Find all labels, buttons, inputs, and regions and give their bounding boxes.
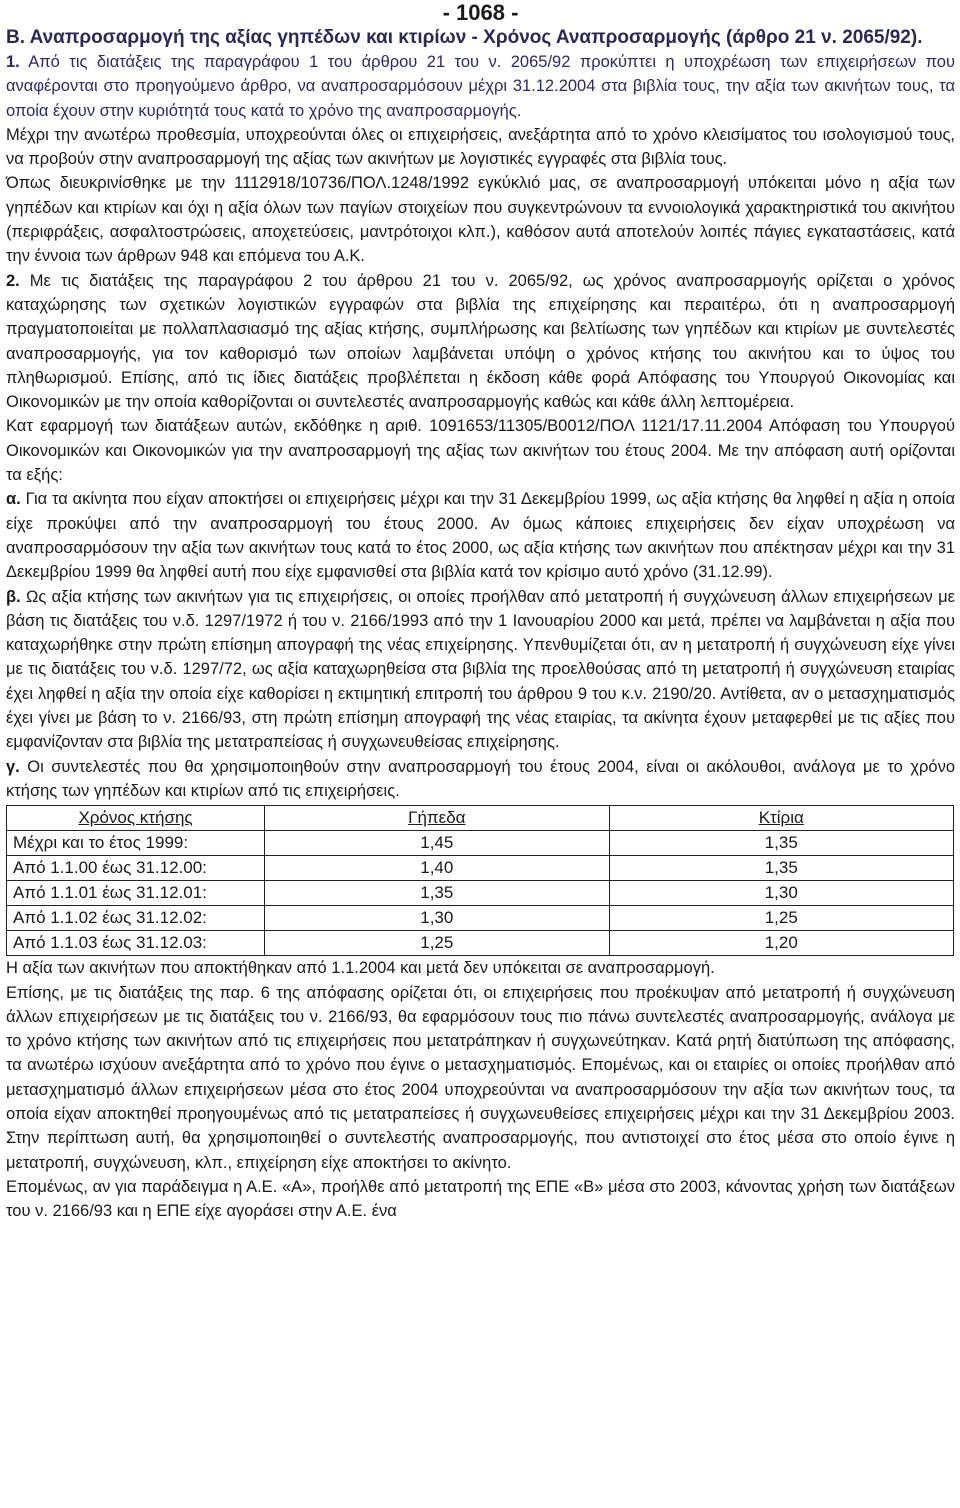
paragraph-alpha: [6, 487, 955, 584]
cell-building-rate: 1,20: [609, 931, 953, 956]
section-heading: Β. Αναπροσαρμογή της αξίας γηπέδων και κτιρίων - Χρόνος Αναπροσαρμογής (άρθρο 21 ν. 2065/92).: [6, 27, 923, 48]
cell-building-rate: 1,30: [609, 881, 953, 906]
table-row: [7, 831, 954, 856]
cell-period: Μέχρι και το έτος 1999:: [7, 831, 265, 856]
paragraph-number: 1.: [6, 53, 20, 71]
paragraph-4: [6, 269, 955, 415]
table-row: [7, 906, 954, 931]
cell-period: Από 1.1.01 έως 31.12.01:: [7, 881, 265, 906]
paragraph-beta: [6, 585, 955, 755]
cell-land-rate: 1,25: [265, 931, 609, 956]
cell-land-rate: 1,35: [265, 881, 609, 906]
cell-land-rate: 1,30: [265, 906, 609, 931]
table-row: [7, 931, 954, 956]
cell-period: Από 1.1.03 έως 31.12.03:: [7, 931, 265, 956]
cell-building-rate: 1,35: [609, 856, 953, 881]
paragraph-10: Επίσης, με τις διατάξεις της παρ. 6 της απόφασης ορίζεται ότι, οι επιχειρήσεις που προέκυψαν από μετατροπή ή συγχώνευση άλλων επιχειρήσεων με τις διατάξεις του ν. 2166/93, θα εφαρμόσουν τους πιο πάνω συντελεστές αναπροσαρμογής, ανάλογα με το χρόνο κτήσης των ακινήτων από τις επιχειρήσεις που μετατράπηκαν ή συγχωνεύτηκαν. Κατά ρητή διατύπωση της απόφασης, τα ανωτέρω ισχύουν ανεξάρτητα από το χρόνο που έγινε ο μετασχηματισμός. Επομένως, και οι εταιρίες οι οποίες προήλθαν από μετασχηματισμό άλλων επιχειρήσεων μέσα στο έτος 2004 υποχρεούνται να αναπροσαρμόσουν την αξία των ακινήτων τους, τα οποία είχαν αποκτηθεί προηγουμένως από τις μετατραπείσες ή συγχωνευθείσες επιχειρήσεις μέχρι και την 31 Δεκεμβρίου 2003. Στην περίπτωση αυτή, θα χρησιμοποιηθεί ο συντελεστής αναπροσαρμογής, που αντιστοιχεί στο έτος μέσα στο οποίο έγινε η μετατροπή, συγχώνευση, κλπ., επιχείρηση είχε αποκτήσει το ακίνητο.: [6, 983, 955, 1172]
paragraph-text: Από τις διατάξεις της παραγράφου 1 του άρθρου 21 του ν. 2065/92 προκύπτει η υποχρέωση των επιχειρήσεων που αναφέρονται στο προηγούμενο άρθρο, να αναπροσαρμόσουν μέχρι 31.12.2004 στα βιβλία τους, την αξία των ακινήτων τους, τα οποία έχουν στην κυριότητά τους κατά το χρόνο της αναπροσαρμογής.: [6, 53, 955, 120]
header-acquisition-time: Χρόνος κτήσης: [7, 806, 265, 831]
paragraph-3: Όπως διευκρινίσθηκε με την 1112918/10736/ΠΟΛ.1248/1992 εγκύκλιό μας, σε αναπροσαρμογή υπόκειται μόνο η αξία των γηπέδων και κτιρίων και όχι η αξία όλων των παγίων στοιχείων που συγκεντρώνουν τα εννοιολογικά χαρακτηριστικά του ακινήτου (περιφράξεις, ασφαλτοστρώσεις, αποχετεύσεις, μαντρότοιχοι κλπ.), καθόσον αυτά αποτελούν λοιπές πάγιες εγκαταστάσεις, κατά την έννοια των άρθρων 948 και επόμενα του Α.Κ.: [6, 174, 955, 266]
paragraph-number: 2.: [6, 271, 20, 290]
header-land: Γήπεδα: [265, 806, 609, 831]
cell-period: Από 1.1.00 έως 31.12.00:: [7, 856, 265, 881]
paragraph-2: Μέχρι την ανωτέρω προθεσμία, υποχρεούνται όλες οι επιχειρήσεις, ανεξάρτητα από το χρόνο κλεισίματος του ισολογισμού τους, να προβούν στην αναπροσαρμογή της αξίας των ακινήτων με λογιστικές εγγραφές στα βιβλία τους.: [6, 125, 955, 169]
paragraph-number: α.: [6, 490, 21, 509]
table-row: [7, 856, 954, 881]
cell-period: Από 1.1.02 έως 31.12.02:: [7, 906, 265, 931]
paragraph-9: Η αξία των ακινήτων που αποκτήθηκαν από 1.1.2004 και μετά δεν υπόκειται σε αναπροσαρμογή.: [6, 959, 715, 978]
cell-building-rate: 1,35: [609, 831, 953, 856]
paragraph-number: γ.: [6, 757, 20, 776]
page-number: - 1068 -: [442, 0, 519, 25]
paragraph-text: Ως αξία κτήσης των ακινήτων για τις επιχειρήσεις, οι οποίες προήλθαν από μετατροπή ή συγχώνευση άλλων επιχειρήσεων με βάση τις διατάξεις του ν.δ. 1297/1972 ή του ν. 2166/1993 από την 1 Ιανουαρίου 2000 και μετά, πρέπει να λαμβάνεται η αξία που καταχωρήθηκε στην πρώτη επίσημη απογραφή της νέας επιχείρησης. Υπενθυμίζεται ότι, αν η μετατροπή ή συγχώνευση είχε γίνει με τις διατάξεις του ν.δ. 1297/72, ως αξία καταχωρηθείσα στα βιβλία της προελθούσας από τη μετατροπή ή συγχώνευση εταιρίας έχει ληφθεί η αξία την οποία είχε καθορίσει η εκτιμητική επιτροπή του άρθρου 9 του κ.ν. 2190/20. Αντίθετα, αν ο μετασχηματισμός έχει γίνει με βάση το ν. 2166/93, στη πρώτη επίσημη απογραφή της νέας εταιρίας, τα ακίνητα έχουν μεταφερθεί με τις αξίες που εμφανίζονταν στα βιβλία της μετατραπείσας ή συγχωνευθείσας επιχείρησης.: [6, 587, 955, 752]
paragraph-5: Κατ εφαρμογή των διατάξεων αυτών, εκδόθηκε η αριθ. 1091653/11305/Β0012/ΠΟΛ 1121/17.11.2004 Απόφαση του Υπουργού Οικονομικών και Οικονομικών για την αναπροσαρμογή της αξίας των ακινήτων του έτους 2004. Με την απόφαση αυτή ορίζονται τα εξής:: [6, 417, 955, 485]
paragraph-11: Επομένως, αν για παράδειγμα η Α.Ε. «Α», προήλθε από μετατροπή της ΕΠΕ «Β» μέσα στο 2003, κάνοντας χρήση των διατάξεων του ν. 2166/93 και η ΕΠΕ είχε αγοράσει στην Α.Ε. ένα: [6, 1177, 955, 1221]
paragraph-text: Για τα ακίνητα που είχαν αποκτήσει οι επιχειρήσεις μέχρι και την 31 Δεκεμβρίου 1999, ως αξία κτήσης θα ληφθεί η αξία η οποία είχε προκύψει από την αναπροσαρμογή του έτους 2000. Αν όμως κάποιες επιχειρήσεις δεν είχαν υποχρέωση να αναπροσαρμόσουν την αξία των ακινήτων τους κατά το έτος 2000, ως αξία κτήσης των ακινήτων που απέκτησαν μέχρι και την 31 Δεκεμβρίου 1999 θα ληφθεί αυτή που είχε εμφανισθεί στα βιβλία κατά τον κρίσιμο αυτό χρόνο (31.12.99).: [6, 490, 955, 582]
paragraph-text: Οι συντελεστές που θα χρησιμοποιηθούν στην αναπροσαρμογή του έτους 2004, είναι οι ακόλουθοι, ανάλογα με το χρόνο κτήσης των γηπέδων και κτιρίων από τις επιχειρήσεις.: [6, 757, 955, 800]
revaluation-rates-table: [6, 805, 954, 956]
table-header-row: [7, 806, 954, 831]
paragraph-gamma: [6, 755, 955, 804]
header-buildings: Κτίρια: [609, 806, 953, 831]
cell-land-rate: 1,45: [265, 831, 609, 856]
paragraph-text: Με τις διατάξεις της παραγράφου 2 του άρθρου 21 του ν. 2065/92, ως χρόνος αναπροσαρμογής ορίζεται ο χρόνος καταχώρησης των σχετικών λογιστικών εγγραφών στα βιβλία της επιχείρησης και περαιτέρω, ότι η αναπροσαρμογή πραγματοποιείται με πολλαπλασιασμό της αξίας κτήσης, συμπλήρωσης και βελτίωσης των γηπέδων και κτιρίων με συντελεστές αναπροσαρμογής, για τον καθορισμό των οποίων λαμβάνεται υπόψη ο χρόνος κτήσης του ακινήτου και το ύψος του πληθωρισμού. Επίσης, από τις ίδιες διατάξεις προβλέπεται η έκδοση κάθε φορά Απόφασης του Υπουργού Οικονομίας και Οικονομικών με την οποία καθορίζονται οι συντελεστές αναπροσαρμογής καθώς και κάθε άλλη λεπτομέρεια.: [6, 271, 955, 412]
paragraph-number: β.: [6, 587, 21, 606]
paragraph-1: [6, 50, 955, 123]
cell-building-rate: 1,25: [609, 906, 953, 931]
table-row: [7, 881, 954, 906]
cell-land-rate: 1,40: [265, 856, 609, 881]
